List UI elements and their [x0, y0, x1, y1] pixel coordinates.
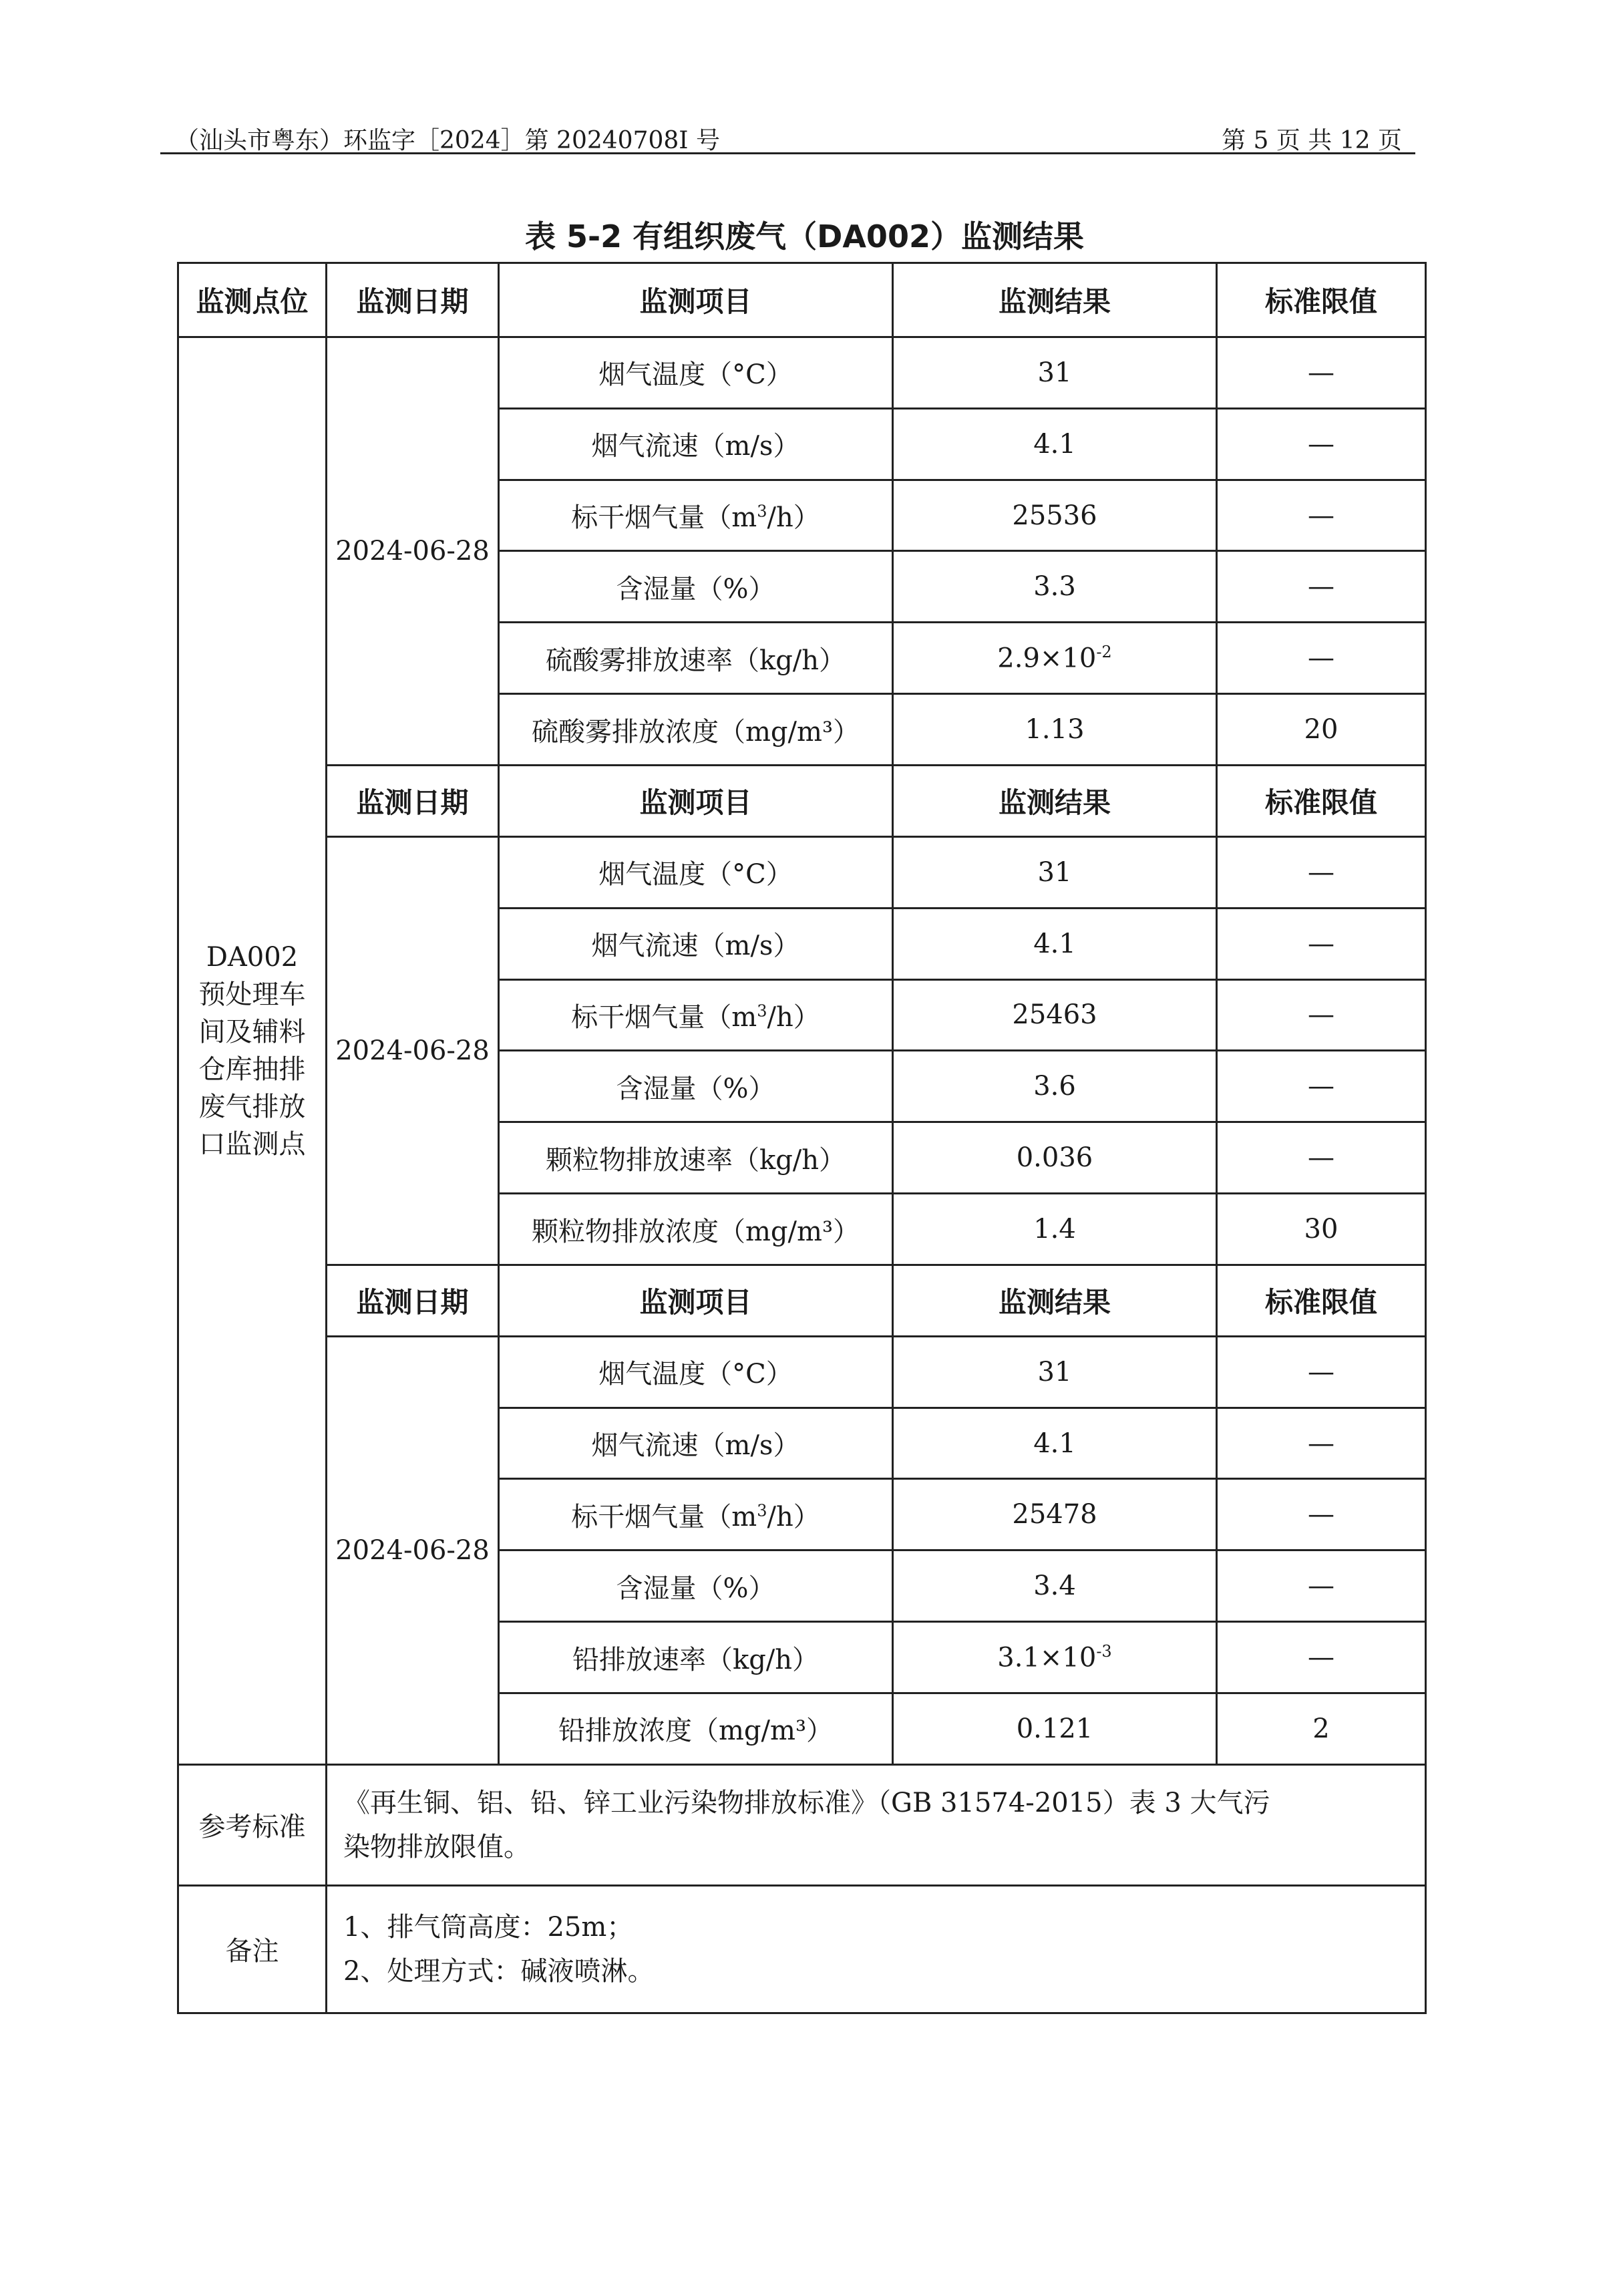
item-label: 含湿量（%） — [616, 573, 775, 605]
location-line: 间及辅料 — [198, 1016, 306, 1047]
monitoring-result — [893, 408, 1217, 480]
column-header-label: 监测日期 — [356, 786, 469, 819]
limit-value: 20 — [1304, 714, 1338, 746]
result-value: 1.4 — [1033, 1214, 1076, 1245]
column-header — [327, 766, 499, 837]
result-value: 2.9×10 — [997, 643, 1097, 674]
reference-label-text: 参考标准 — [198, 1812, 306, 1843]
limit-value: — — [1308, 928, 1334, 959]
column-header — [1217, 263, 1426, 337]
item-label: 烟气温度（°C） — [598, 1359, 793, 1390]
item-label: 硫酸雾排放速率（kg/h） — [545, 645, 846, 676]
limit-value: — — [1308, 1499, 1334, 1530]
monitoring-result — [893, 1194, 1217, 1265]
column-header-label: 标准限值 — [1264, 1285, 1377, 1319]
result-value: 25478 — [1012, 1499, 1097, 1530]
standard-limit — [1217, 551, 1426, 623]
results-table — [177, 262, 1427, 2014]
remarks-line: 1、排气筒高度：25m； — [343, 1911, 634, 1943]
result-value: 4.1 — [1033, 1428, 1076, 1459]
standard-limit — [1217, 480, 1426, 551]
column-header-label: 监测结果 — [998, 786, 1111, 819]
limit-value: — — [1308, 643, 1334, 674]
monitoring-item — [499, 1550, 893, 1622]
standard-limit — [1217, 1408, 1426, 1479]
limit-value: — — [1308, 1428, 1334, 1459]
monitoring-result — [893, 1336, 1217, 1408]
monitoring-result — [893, 1051, 1217, 1122]
standard-limit — [1217, 408, 1426, 480]
standard-limit — [1217, 1622, 1426, 1693]
monitoring-item — [499, 623, 893, 694]
limit-value: 30 — [1304, 1214, 1338, 1245]
column-header — [499, 766, 893, 837]
limit-value: — — [1308, 571, 1334, 603]
item-superscript: 3 — [757, 1501, 767, 1520]
page-number: 第 5 页 共 12 页 — [1222, 127, 1402, 154]
limit-value: — — [1308, 357, 1334, 388]
column-header-label: 标准限值 — [1264, 285, 1377, 318]
standard-limit — [1217, 1693, 1426, 1764]
subheader-row — [178, 766, 1426, 837]
column-header-label: 监测项目 — [639, 1285, 752, 1319]
table-row — [178, 1336, 1426, 1408]
monitoring-item — [499, 1479, 893, 1550]
monitoring-result — [893, 480, 1217, 551]
column-header-label: 监测日期 — [356, 285, 469, 318]
item-label: 烟气温度（°C） — [598, 859, 793, 890]
report-number: （汕头市粤东）环监字［2024］第 20240708I 号 — [175, 127, 720, 154]
monitoring-item — [499, 1051, 893, 1122]
monitoring-result — [893, 694, 1217, 766]
header-row — [178, 263, 1426, 337]
limit-value: — — [1308, 1142, 1334, 1174]
result-value: 4.1 — [1033, 928, 1076, 959]
column-header-label: 标准限值 — [1264, 786, 1377, 819]
remarks-row — [178, 1885, 1426, 2013]
column-header — [1217, 766, 1426, 837]
standard-limit — [1217, 337, 1426, 408]
monitoring-item — [499, 1336, 893, 1408]
monitoring-item — [499, 408, 893, 480]
remarks-line: 2、处理方式：碱液喷淋。 — [343, 1955, 655, 1987]
limit-value: — — [1308, 999, 1334, 1031]
monitoring-result — [893, 1408, 1217, 1479]
column-header — [327, 1265, 499, 1336]
result-value: 3.4 — [1033, 1571, 1076, 1602]
item-label: 烟气流速（m/s） — [591, 931, 800, 962]
column-header-label: 监测结果 — [998, 1285, 1111, 1319]
column-header — [327, 263, 499, 337]
monitoring-result — [893, 1693, 1217, 1764]
location-line: DA002 — [206, 941, 299, 973]
page-header — [160, 119, 1415, 154]
column-header — [893, 766, 1217, 837]
item-label: 硫酸雾排放浓度（mg/m³） — [532, 716, 860, 748]
standard-limit — [1217, 1122, 1426, 1194]
location-line: 废气排放 — [198, 1091, 306, 1122]
result-value: 25463 — [1012, 999, 1097, 1031]
item-label-suffix: /h） — [767, 502, 820, 534]
result-value: 0.121 — [1016, 1713, 1093, 1744]
column-header — [893, 1265, 1217, 1336]
standard-limit — [1217, 979, 1426, 1051]
table-row — [178, 337, 1426, 408]
monitoring-item — [499, 694, 893, 766]
standard-limit — [1217, 1336, 1426, 1408]
result-value: 25536 — [1012, 500, 1097, 531]
remarks-text — [327, 1885, 1426, 2013]
result-value: 0.036 — [1016, 1142, 1093, 1174]
monitoring-item — [499, 1693, 893, 1764]
standard-limit — [1217, 836, 1426, 908]
monitoring-result — [893, 1122, 1217, 1194]
limit-value: — — [1308, 500, 1334, 531]
limit-value: — — [1308, 1356, 1334, 1387]
remarks-label — [178, 1885, 327, 2013]
monitoring-result — [893, 551, 1217, 623]
reference-text — [327, 1764, 1426, 1885]
standard-limit — [1217, 1051, 1426, 1122]
column-header-label: 监测点位 — [196, 285, 309, 318]
monitoring-location — [178, 337, 327, 1764]
reference-line: 染物排放限值。 — [343, 1831, 530, 1862]
result-value: 3.1×10 — [997, 1642, 1097, 1673]
item-label: 颗粒物排放速率（kg/h） — [545, 1144, 846, 1176]
subheader-row — [178, 1265, 1426, 1336]
table-row — [178, 836, 1426, 908]
monitoring-item — [499, 908, 893, 979]
monitoring-item — [499, 979, 893, 1051]
monitoring-result — [893, 908, 1217, 979]
result-value: 1.13 — [1025, 714, 1085, 746]
monitoring-result — [893, 1622, 1217, 1693]
monitoring-item — [499, 551, 893, 623]
item-label: 颗粒物排放浓度（mg/m³） — [532, 1216, 860, 1247]
location-line: 口监测点 — [198, 1128, 306, 1160]
result-value: 3.3 — [1033, 571, 1076, 603]
monitoring-date — [327, 1336, 499, 1764]
item-label-suffix: /h） — [767, 1001, 820, 1033]
item-label: 烟气流速（m/s） — [591, 431, 800, 462]
limit-value: — — [1308, 1642, 1334, 1673]
result-exponent: -2 — [1096, 643, 1112, 662]
column-header — [1217, 1265, 1426, 1336]
result-value: 31 — [1037, 357, 1072, 388]
monitoring-item — [499, 1408, 893, 1479]
item-superscript: 3 — [757, 1001, 767, 1021]
monitoring-result — [893, 1479, 1217, 1550]
date-value: 2024-06-28 — [335, 535, 490, 566]
item-label: 含湿量（%） — [616, 1073, 775, 1104]
item-label: 标干烟气量（m — [571, 1501, 757, 1532]
limit-value: — — [1308, 856, 1334, 888]
monitoring-item — [499, 337, 893, 408]
item-label-suffix: /h） — [767, 1501, 820, 1532]
monitoring-date — [327, 836, 499, 1265]
standard-limit — [1217, 623, 1426, 694]
monitoring-item — [499, 836, 893, 908]
column-header — [893, 263, 1217, 337]
reference-line: 《再生铜、铝、铅、锌工业污染物排放标准》（GB 31574-2015）表 3 大气污 — [343, 1787, 1270, 1818]
column-header-label: 监测项目 — [639, 285, 752, 318]
location-line: 仓库抽排 — [198, 1053, 306, 1085]
standard-limit — [1217, 1479, 1426, 1550]
limit-value: — — [1308, 1071, 1334, 1102]
item-label: 铅排放浓度（mg/m³） — [558, 1715, 833, 1747]
monitoring-result — [893, 1550, 1217, 1622]
monitoring-item — [499, 1622, 893, 1693]
monitoring-item — [499, 1194, 893, 1265]
item-label: 铅排放速率（kg/h） — [572, 1644, 820, 1675]
remarks-label-text: 备注 — [225, 1936, 279, 1967]
result-value: 3.6 — [1033, 1071, 1076, 1102]
result-value: 4.1 — [1033, 428, 1076, 460]
column-header-label: 监测日期 — [356, 1285, 469, 1319]
column-header — [178, 263, 327, 337]
standard-limit — [1217, 1194, 1426, 1265]
item-label: 烟气流速（m/s） — [591, 1430, 800, 1462]
limit-value: — — [1308, 1571, 1334, 1602]
item-label: 含湿量（%） — [616, 1573, 775, 1604]
item-label: 标干烟气量（m — [571, 1001, 757, 1033]
column-header-label: 监测结果 — [998, 285, 1111, 318]
monitoring-result — [893, 979, 1217, 1051]
column-header — [499, 1265, 893, 1336]
monitoring-result — [893, 623, 1217, 694]
monitoring-result — [893, 337, 1217, 408]
reference-row — [178, 1764, 1426, 1885]
standard-limit — [1217, 694, 1426, 766]
item-superscript: 3 — [757, 502, 767, 521]
item-label: 标干烟气量（m — [571, 502, 757, 534]
date-value: 2024-06-28 — [335, 1534, 490, 1566]
result-value: 31 — [1037, 1356, 1072, 1387]
table-title: 表 5-2 有组织废气（DA002）监测结果 — [525, 218, 1084, 255]
column-header-label: 监测项目 — [639, 786, 752, 819]
limit-value: 2 — [1312, 1713, 1330, 1744]
column-header — [499, 263, 893, 337]
standard-limit — [1217, 1550, 1426, 1622]
location-line: 预处理车 — [198, 979, 306, 1010]
monitoring-date — [327, 337, 499, 765]
result-exponent: -3 — [1096, 1641, 1112, 1661]
monitoring-item — [499, 480, 893, 551]
monitoring-item — [499, 1122, 893, 1194]
item-label: 烟气温度（°C） — [598, 359, 793, 391]
monitoring-result — [893, 836, 1217, 908]
reference-label — [178, 1764, 327, 1885]
limit-value: — — [1308, 428, 1334, 460]
result-value: 31 — [1037, 856, 1072, 888]
standard-limit — [1217, 908, 1426, 979]
date-value: 2024-06-28 — [335, 1035, 490, 1066]
